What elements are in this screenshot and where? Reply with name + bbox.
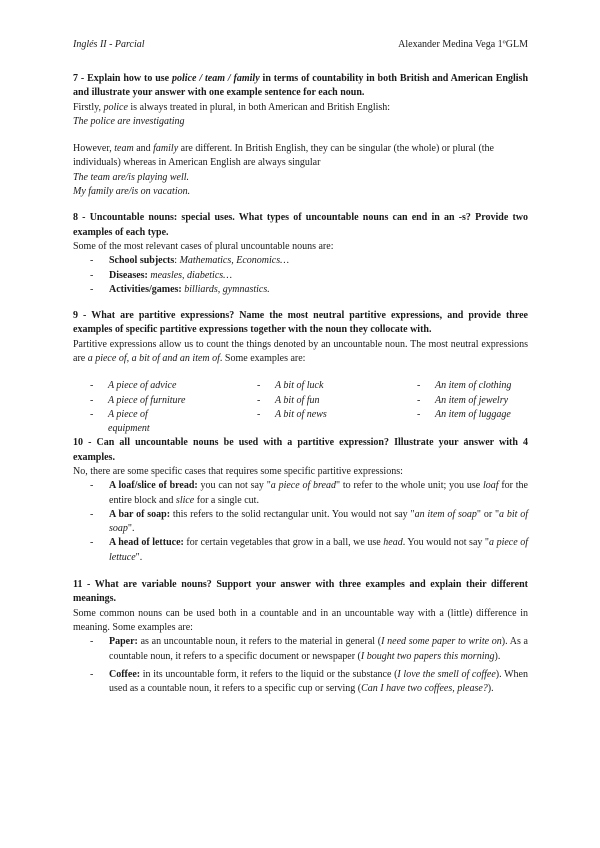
list-item: - Paper: as an uncountable noun, it refers to the material in general (I need some paper to write on). As a countable noun, it refers to a specific document or newspaper (I bought two papers this morning).	[73, 635, 528, 664]
partitive-column-piece	[90, 379, 230, 436]
list-item: - Coffee: in its uncountable form, it refers to the liquid or the substance (I love the smell of coffee). When used as a countable noun, it refers to a specific cup or serving (Can I have two coffees, please?).	[73, 668, 528, 697]
list-item: - An item of luggage	[417, 408, 557, 422]
header-course: Inglés II - Parcial	[73, 39, 145, 50]
question-11-heading: 11 - What are variable nouns? Support your answer with three examples and explain their different meanings.	[73, 579, 528, 605]
header-author: Alexander Medina Vega 1ºGLM	[398, 39, 528, 50]
list-item: - Activities/games: billiards, gymnastics.	[73, 283, 528, 297]
partitive-column-bit	[257, 379, 397, 422]
answer-11-intro: Some common nouns can be used both in a countable and in an uncountable way with a (little) difference in meaning. Some examples are:	[73, 607, 528, 633]
answer-11-list	[73, 635, 528, 696]
partitive-examples-grid	[73, 379, 528, 435]
answer-10-intro: No, there are some specific cases that requires some specific partitive expressions:	[73, 465, 403, 477]
answer-10-list	[73, 479, 528, 565]
list-item: - An item of jewelry	[417, 394, 557, 408]
answer-9-intro: Partitive expressions allow us to count the things denoted by an uncountable noun. The most neutral expressions are a piece of, a bit of and an item of. Some examples are:	[73, 338, 528, 365]
question-9	[73, 309, 528, 435]
list-item: - A bar of soap: this refers to the solid rectangular unit. You would not say "an item of soap" or "a bit of soap".	[73, 508, 528, 537]
list-item: - A head of lettuce: for certain vegetables that grow in a ball, we use head. You would not say "a piece of lettuce".	[73, 536, 528, 565]
answer-8-intro: Some of the most relevant cases of plural uncountable nouns are:	[73, 240, 334, 252]
list-item: - An item of clothing	[417, 379, 557, 393]
answer-7-paragraph-1: Firstly, police is always treated in plural, in both American and British English:	[73, 101, 391, 113]
question-7	[73, 72, 528, 199]
answer-7-paragraph-2: However, team and family are different. In British English, they can be singular (the whole) or plural (the individuals) whereas in American English are always singular	[73, 143, 494, 169]
partitive-column-item	[417, 379, 557, 422]
page-header	[73, 38, 528, 52]
list-item: - A bit of news	[257, 408, 397, 422]
question-8	[73, 211, 528, 297]
list-item: - Diseases: measles, diabetics…	[73, 269, 528, 283]
question-8-heading: 8 - Uncountable nouns: special uses. What types of uncountable nouns can end in an -s? Provide two examples of each type.	[73, 212, 528, 238]
document-body	[73, 72, 528, 696]
answer-7-example-2: The team are/is playing well.	[73, 171, 190, 183]
list-item: - A piece of furniture	[90, 394, 230, 408]
question-11	[73, 578, 528, 696]
answer-7-example-3: My family are/is on vacation.	[73, 186, 191, 198]
list-item: - A piece of advice	[90, 379, 230, 393]
question-10	[73, 436, 528, 565]
question-7-heading: 7 - Explain how to use police / team / family in terms of countability in both British and American English and illustrate your answer with one example sentence for each noun.	[73, 73, 529, 99]
answer-8-list	[73, 254, 528, 297]
list-item: - A bit of fun	[257, 394, 397, 408]
list-item: - A piece of equipment	[90, 408, 188, 437]
question-10-heading: 10 - Can all uncountable nouns be used with a partitive expression? Illustrate your answer with 4 examples.	[73, 437, 528, 463]
list-item: - A bit of luck	[257, 379, 397, 393]
list-item: - A loaf/slice of bread: you can not say "a piece of bread" to refer to the whole unit; you use loaf for the entire block and slice for a single cut.	[73, 479, 528, 508]
question-9-heading: 9 - What are partitive expressions? Name the most neutral partitive expressions, and provide three examples of specific partitive expressions together with the noun they collocate with.	[73, 310, 528, 336]
answer-7-example-1: The police are investigating	[73, 115, 185, 127]
list-item: - School subjects: Mathematics, Economics…	[73, 254, 528, 268]
